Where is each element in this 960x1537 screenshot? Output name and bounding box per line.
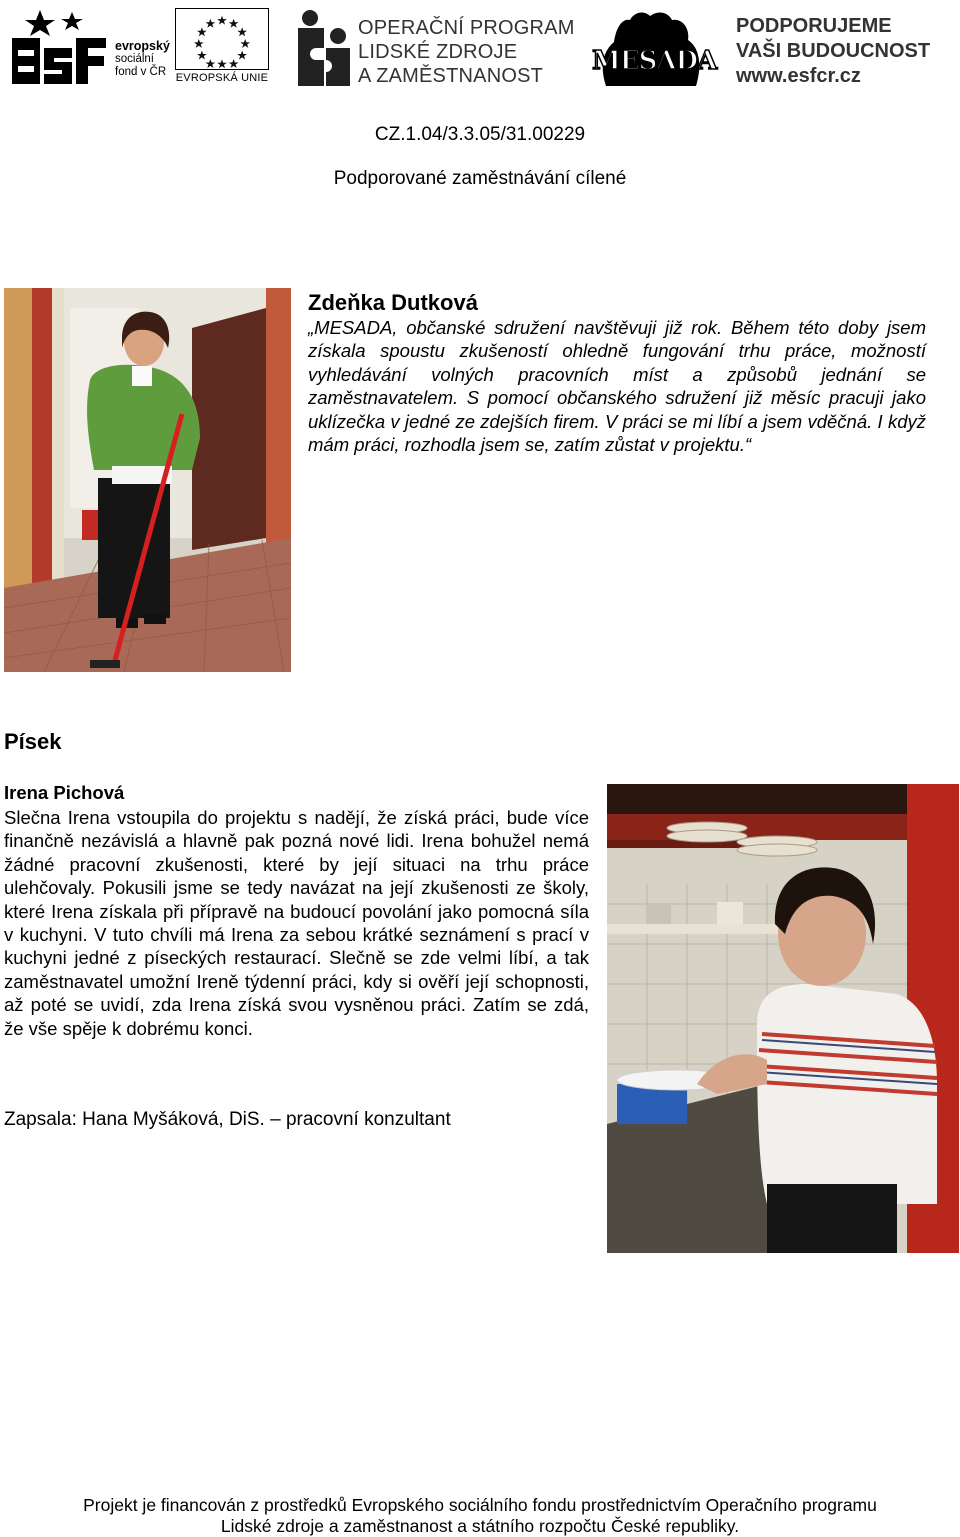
signoff: Zapsala: Hana Myšáková, DiS. – pracovní konzultant — [4, 1109, 451, 1130]
footer-line1: Projekt je financován z prostředků Evropského sociálního fondu prostřednictvím Operačního programu — [83, 1495, 877, 1515]
city-heading: Písek — [4, 729, 62, 754]
story2-name: Irena Pichová — [4, 782, 125, 803]
project-subtitle: Podporované zaměstnávání cílené — [333, 168, 627, 189]
podporujeme-logo — [736, 14, 930, 89]
footer-line2: Lidské zdroje a zaměstnanost a státního rozpočtu České republiky. — [220, 1516, 740, 1536]
story2-text: Slečna Irena vstoupila do projektu s nadějí, že získá práci, bude více finančně nezávislá a hlavně pak pozná nové lidi. Irena bohužel nemá žádné pracovní zkušenosti, které by její situaci na trhu práce ulehčovaly. Pokusili jsme se tedy navázat na její zkušenosti ze školy, které Irena získala při přípravě na budoucí povolání jako pomocná síla v kuchyni. V tuto chvíli má Irena za sebou krátké seznámení s prací v kuchyni jedné z píseckých restaurací. Slečně se zde velmi líbí, a tak zaměstnavatel umožní Ireně týdenní práci, kdy si ověří její schopnosti, až poté se uvidí, zda Irena získá svou vysněnou práci. Zatím se zdá, že vše spěje k dobrému konci. — [4, 807, 589, 1039]
esf-text-line1: evropský — [115, 39, 170, 53]
op-text-line2: LIDSKÉ ZDROJE — [358, 41, 518, 63]
podpor-url: www.esfcr.cz — [736, 65, 861, 87]
photo-kitchen — [607, 784, 959, 1253]
story1-name: Zdeňka Dutková — [308, 290, 478, 315]
esf-logo — [10, 8, 170, 90]
esf-text-line3: fond v ČR — [115, 66, 167, 78]
mesada-wordmark: MESADA — [592, 46, 717, 76]
story1-quote: „MESADA, občanské sdružení navštěvuji již rok. Během této doby jsem získala spoustu zkušeností ohledně fungování trhu práce, možností vyhledávání volných pracovních míst a způsobů jednání se zaměstnavatelem. S pomocí občanského sdružení již měsíc pracuji jako uklízečka v jedné ze zdejších firem. V práci se mi líbí a jsem vděčná. I když mám práci, rozhodla jsem se, zatím zůstat v projektu.“ — [308, 317, 926, 456]
mesada-logo — [592, 8, 717, 88]
op-text-line3: A ZAMĚSTNANOST — [358, 65, 544, 87]
esf-text-line2: sociální — [115, 53, 154, 65]
op-lzz-logo — [296, 8, 576, 90]
logo-bar — [0, 0, 960, 100]
eu-label: EVROPSKÁ UNIE — [175, 72, 269, 84]
esf-mark-icon — [10, 8, 108, 86]
project-code: CZ.1.04/3.3.05/31.00229 — [374, 124, 586, 145]
podpor-line1: PODPORUJEME — [736, 15, 892, 37]
eu-stars-icon — [175, 8, 269, 70]
puzzle-people-icon — [296, 8, 352, 88]
eu-logo — [175, 8, 269, 88]
photo-cleaner — [4, 288, 291, 672]
footer — [0, 1495, 960, 1537]
podpor-line2: VAŠI BUDOUCNOST — [736, 40, 931, 62]
op-text-line1: OPERAČNÍ PROGRAM — [358, 17, 575, 39]
